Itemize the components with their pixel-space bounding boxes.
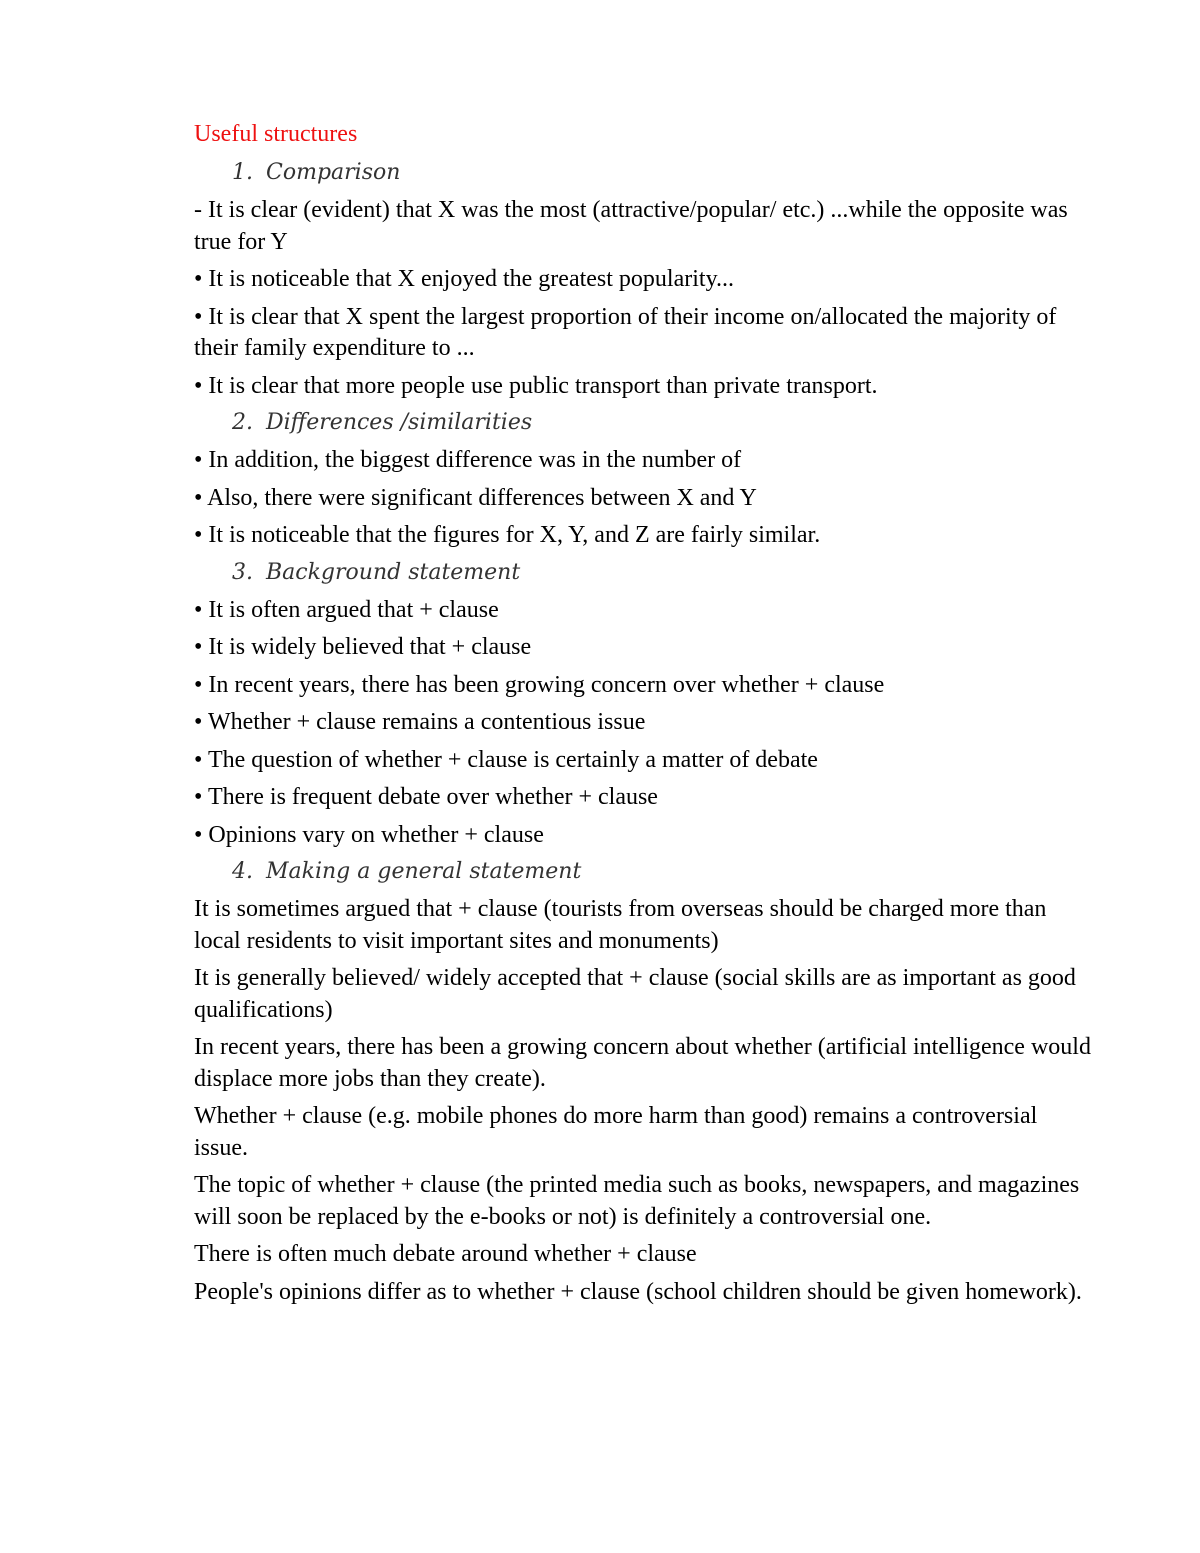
list-item: Whether + clause (e.g. mobile phones do more harm than good) remains a controversial issue.	[194, 1103, 1038, 1161]
list-item: • There is frequent debate over whether + clause	[194, 784, 658, 810]
list-item: • Also, there were significant differences between X and Y	[194, 484, 757, 511]
list-item: • Opinions vary on whether + clause	[194, 821, 544, 848]
list-item: It is generally believed/ widely accepted that + clause (social skills are as important as good qualifications)	[194, 965, 1076, 1023]
section-number: 4.	[232, 859, 253, 884]
section-heading-text: Differences /similarities	[266, 410, 533, 435]
section-heading-text: Making a general statement	[266, 859, 582, 884]
list-item: - It is clear (evident) that X was the most (attractive/popular/ etc.) ...while the opposite was true for Y	[194, 197, 1068, 255]
section-heading-text: Comparison	[266, 160, 401, 185]
section-heading-text: Background statement	[266, 559, 521, 585]
list-item: • It is noticeable that the figures for X, Y, and Z are fairly similar.	[194, 522, 821, 548]
section-heading	[232, 558, 1094, 588]
list-item: • It is widely believed that + clause	[194, 634, 532, 660]
list-item: • In recent years, there has been growing concern over whether + clause	[194, 671, 885, 698]
section-heading	[232, 857, 1094, 887]
list-item: • It is clear that X spent the largest proportion of their income on/allocated the majority of their family expenditure to ...	[194, 303, 1057, 361]
list-item: It is sometimes argued that + clause (tourists from overseas should be charged more than local residents to visit important sites and monuments)	[194, 896, 1047, 954]
section-general-statement	[194, 857, 1094, 1308]
list-item: In recent years, there has been a growing concern about whether (artificial intelligence would displace more jobs than they create).	[194, 1034, 1091, 1092]
document-title: Useful structures	[194, 121, 358, 147]
list-item: • In addition, the biggest difference was in the number of	[194, 447, 742, 473]
section-differences-similarities	[194, 408, 1094, 552]
section-comparison	[194, 158, 1094, 402]
list-item: • The question of whether + clause is certainly a matter of debate	[194, 746, 818, 773]
section-background-statement	[194, 558, 1094, 852]
section-number: 3.	[232, 559, 253, 585]
document-page	[194, 118, 1094, 1314]
list-item: • It is noticeable that X enjoyed the greatest popularity...	[194, 266, 735, 292]
list-item: • It is clear that more people use public transport than private transport.	[194, 372, 878, 399]
section-heading	[232, 408, 1094, 438]
list-item: People's opinions differ as to whether + clause (school children should be given homework).	[194, 1278, 1082, 1305]
list-item: • It is often argued that + clause	[194, 596, 499, 623]
list-item: • Whether + clause remains a contentious issue	[194, 709, 646, 735]
section-number: 2.	[232, 410, 253, 435]
section-number: 1.	[232, 160, 253, 185]
list-item: The topic of whether + clause (the printed media such as books, newspapers, and magazines will soon be replaced by the e-books or not) is definitely a controversial one.	[194, 1172, 1080, 1230]
section-heading	[232, 158, 1094, 188]
list-item: There is often much debate around whether + clause	[194, 1241, 697, 1267]
